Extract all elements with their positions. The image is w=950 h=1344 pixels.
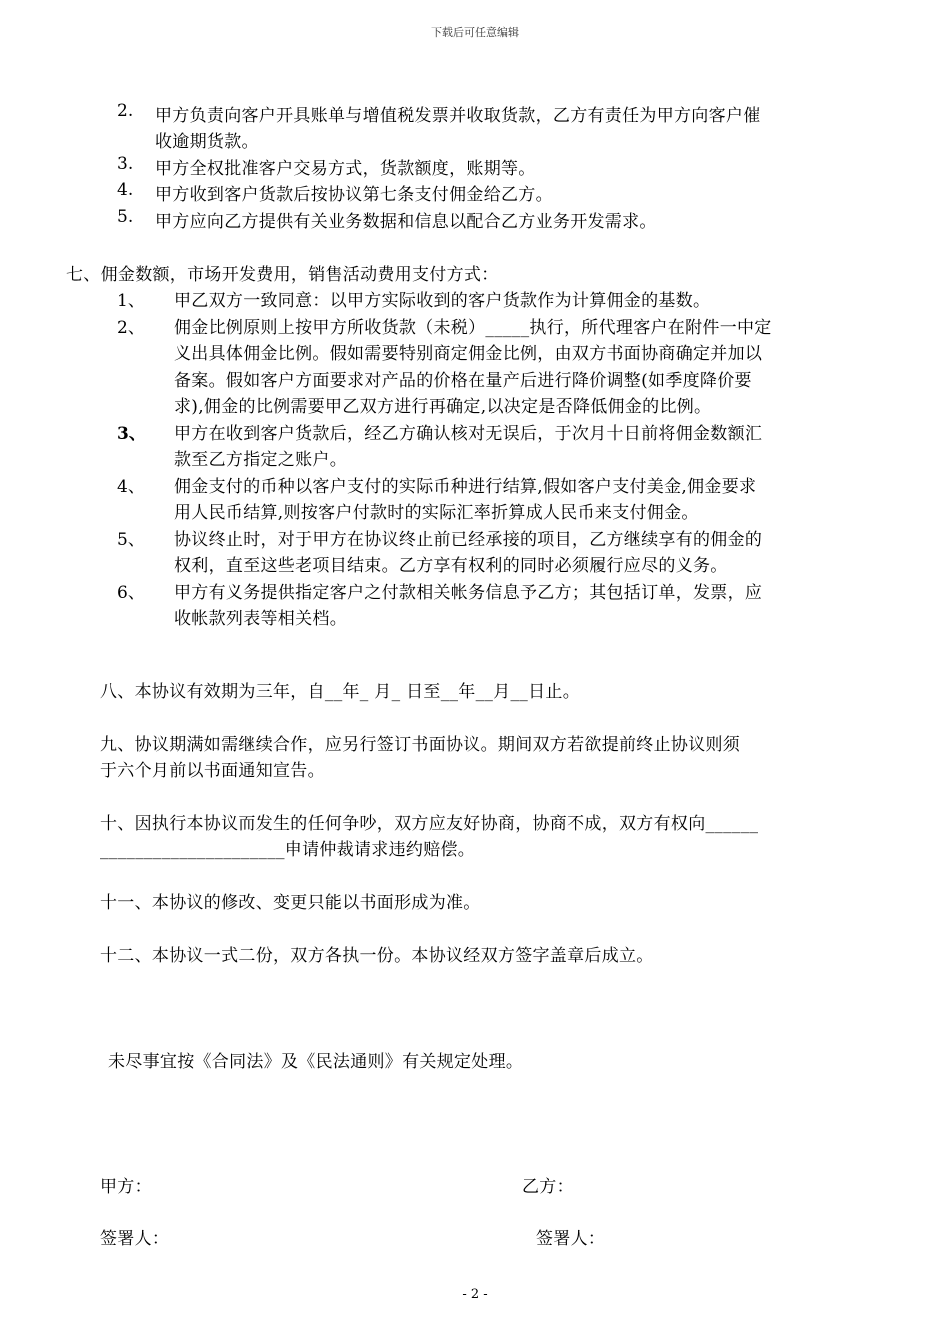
section-8: 八、本协议有效期为三年，自__年_ 月_ 日至__年__月__日止。 — [100, 682, 581, 702]
section-11: 十一、本协议的修改、变更只能以书面形成为准。 — [100, 893, 481, 913]
item-line: 收逾期货款。 — [155, 132, 259, 152]
party-b-label: 乙方： — [522, 1177, 574, 1197]
item-number: 5. — [117, 207, 134, 227]
section-10-line: _____________________申请仲裁请求违约赔偿。 — [100, 840, 476, 860]
item-line: 甲方在收到客户货款后，经乙方确认核对无误后，于次月十日前将佣金数额汇 — [174, 424, 763, 444]
item-number: 5、 — [117, 530, 145, 550]
item-number: 3. — [117, 154, 134, 174]
item-line: 甲方全权批准客户交易方式，货款额度，账期等。 — [155, 159, 536, 179]
item-line: 求),佣金的比例需要甲乙双方进行再确定,以决定是否降低佣金的比例。 — [174, 397, 712, 417]
item-line: 甲乙双方一致同意：以甲方实际收到的客户货款作为计算佣金的基数。 — [174, 291, 711, 311]
item-line: 佣金比例原则上按甲方所收货款（未税）_____执行，所代理客户在附件一中定 — [174, 318, 772, 338]
item-line: 甲方收到客户货款后按协议第七条支付佣金给乙方。 — [155, 185, 553, 205]
page-number: - 2 - — [462, 1287, 488, 1302]
item-number: 6、 — [117, 583, 145, 603]
item-line: 甲方应向乙方提供有关业务数据和信息以配合乙方业务开发需求。 — [155, 212, 657, 232]
section-9-line: 九、协议期满如需继续合作，应另行签订书面协议。期间双方若欲提前终止协议则须 — [100, 735, 741, 755]
item-line: 甲方负责向客户开具账单与增值税发票并收取货款，乙方有责任为甲方向客户催 — [155, 106, 761, 126]
item-number: 4. — [117, 180, 134, 200]
item-number: 1、 — [117, 291, 145, 311]
item-line: 协议终止时，对于甲方在协议终止前已经承接的项目，乙方继续享有的佣金的 — [174, 530, 763, 550]
item-line: 佣金支付的币种以客户支付的实际币种进行结算,假如客户支付美金,佣金要求 — [174, 477, 757, 497]
remark: 未尽事宜按《合同法》及《民法通则》有关规定处理。 — [108, 1052, 524, 1072]
item-line: 款至乙方指定之账户。 — [174, 450, 347, 470]
item-line: 用人民币结算,则按客户付款时的实际汇率折算成人民币来支付佣金。 — [174, 503, 699, 523]
item-number: 4、 — [117, 477, 145, 497]
item-line: 义出具体佣金比例。假如需要特别商定佣金比例，由双方书面协商确定并加以 — [174, 344, 763, 364]
signatory-a-label: 签署人： — [100, 1229, 170, 1249]
item-line: 权利，直至这些老项目结束。乙方享有权利的同时必须履行应尽的义务。 — [174, 556, 728, 576]
section-12: 十二、本协议一式二份，双方各执一份。本协议经双方签字盖章后成立。 — [100, 946, 654, 966]
section-10-line: 十、因执行本协议而发生的任何争吵，双方应友好协商，协商不成，双方有权向______ — [100, 814, 759, 834]
item-number: 2、 — [117, 318, 145, 338]
party-a-label: 甲方： — [100, 1177, 152, 1197]
section-heading: 七、佣金数额，市场开发费用，销售活动费用支付方式： — [66, 265, 499, 285]
section-9-line: 于六个月前以书面通知宣告。 — [100, 761, 325, 781]
item-line: 收帐款列表等相关档。 — [174, 609, 347, 629]
item-line: 甲方有义务提供指定客户之付款相关帐务信息予乙方；其包括订单，发票，应 — [174, 583, 763, 603]
item-number: 2. — [117, 101, 134, 121]
item-line: 备案。假如客户方面要求对产品的价格在量产后进行降价调整(如季度降价要 — [174, 371, 752, 391]
signatory-b-label: 签署人： — [536, 1229, 606, 1249]
page-header: 下载后可任意编辑 — [431, 26, 519, 39]
item-number: 3、 — [117, 424, 146, 444]
